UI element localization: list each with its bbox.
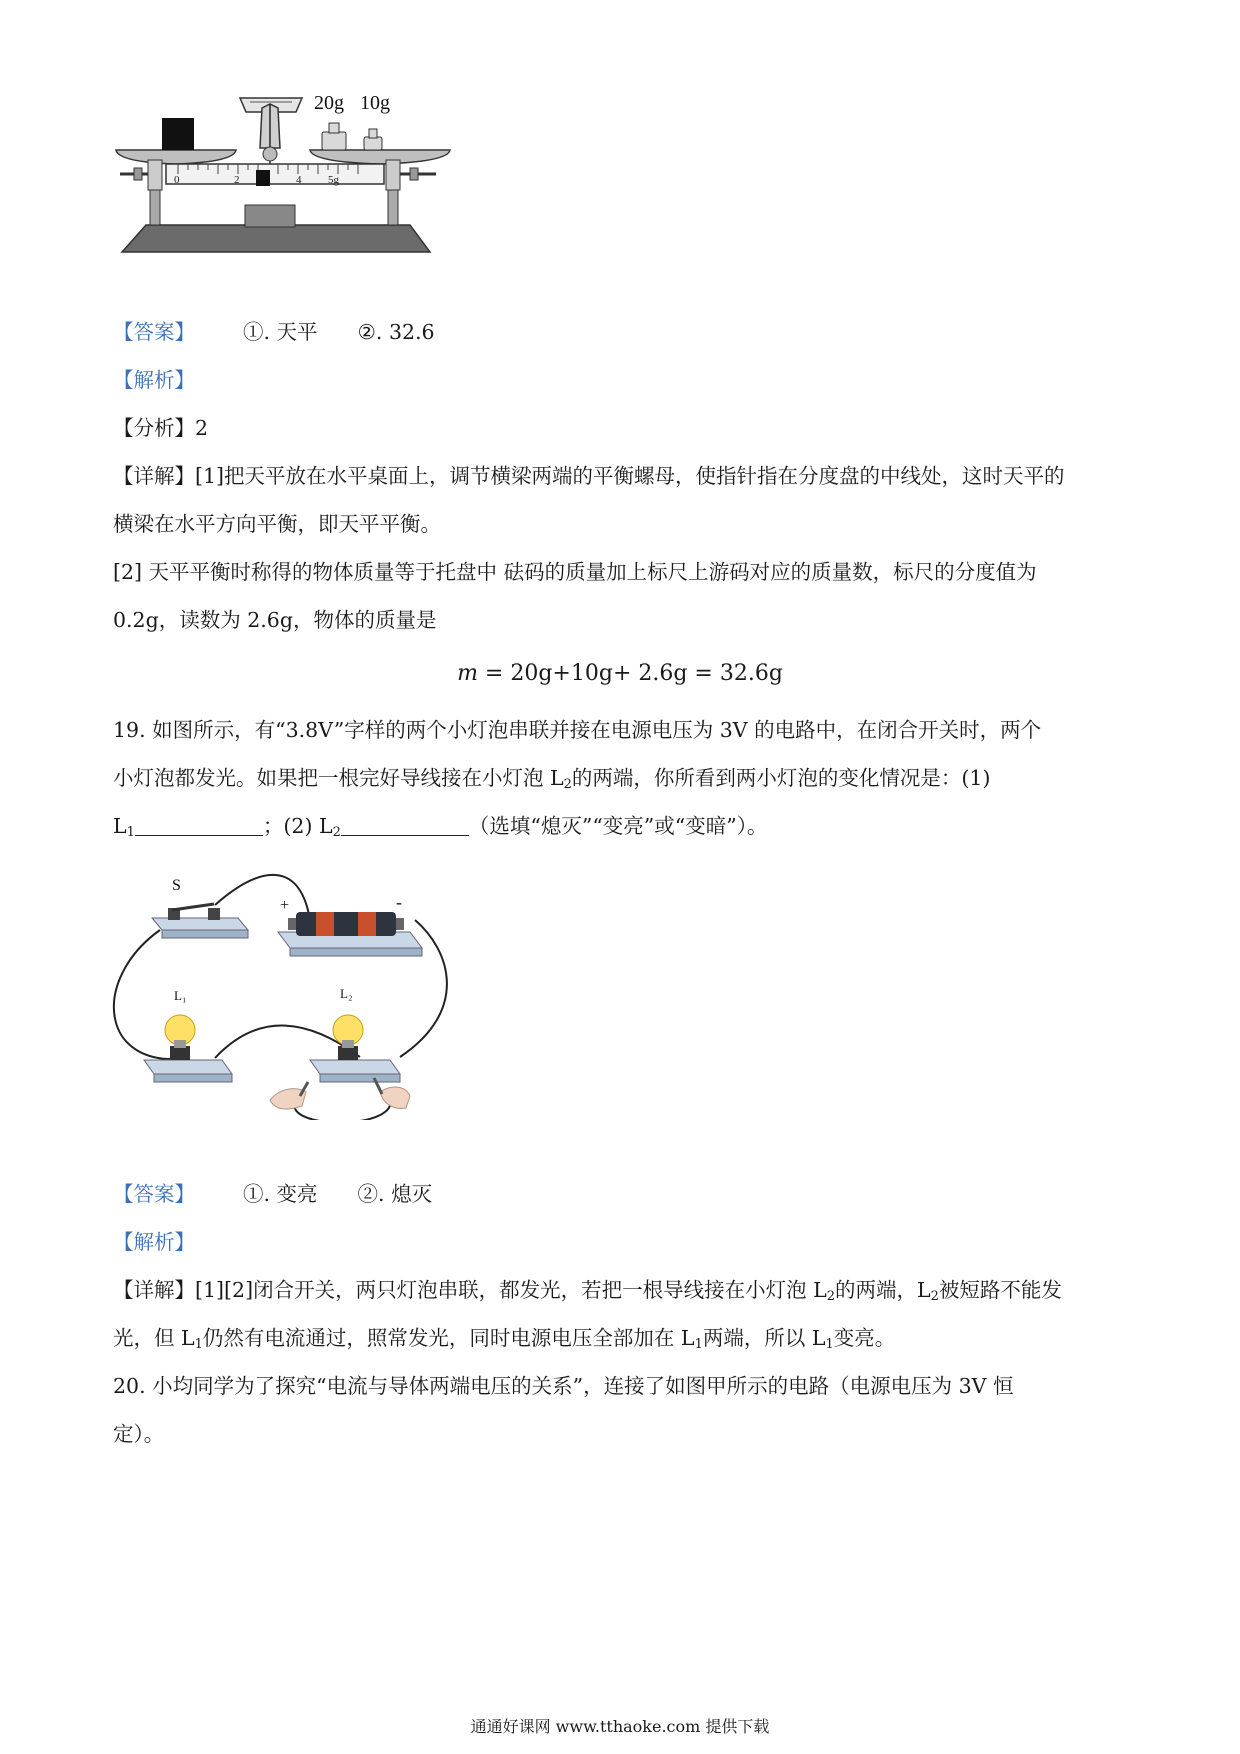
q19-x1-sub: 2: [826, 1289, 835, 1304]
scale-tick-2: 2: [234, 174, 240, 186]
balance-figure: [110, 90, 470, 260]
battery-plus: +: [280, 897, 290, 914]
xiangjie-tag: 【详解】: [113, 1278, 195, 1302]
bulb-l2-label: L₂: [340, 986, 353, 1001]
q19-line2-post: 的两端，你所看到两小灯泡的变化情况是：(1): [571, 766, 991, 790]
q19-l1-sub: 1: [126, 825, 135, 840]
q19-x2-mid: 仍然有电流通过，照常发光，同时电源电压全部加在 L: [202, 1326, 695, 1350]
q18-xiangjie-line3: [2] 天平平衡时称得的物体质量等于托盘中 砝码的质量加上标尺上游码对应的质量数，标尺的分度值为: [113, 560, 1037, 584]
answer-option: ①. 天平: [243, 320, 318, 344]
balance-base: [122, 225, 430, 252]
footer: 通通好课网 www.tthaoke.com 提供下载: [470, 1717, 770, 1736]
right-pan: [310, 150, 450, 164]
beam-scale: [166, 164, 384, 184]
q19-l2-sub: 2: [332, 825, 341, 840]
answer-tag: 【答案】: [113, 1182, 195, 1206]
mass-equation: [0, 659, 1240, 689]
left-hand: [270, 1082, 308, 1109]
fill-blank-2[interactable]: [341, 815, 469, 836]
q19-x1-mid: 的两端，L: [835, 1278, 931, 1302]
weight-label-10g: 10g: [360, 92, 390, 114]
weight-20g: [322, 123, 346, 150]
weight-label-20g: 20g: [314, 92, 344, 114]
q19-line3: [113, 812, 768, 847]
answer-option: ①. 变亮: [243, 1182, 318, 1206]
battery: [278, 912, 422, 956]
q19-line1: 19. 如图所示，有“3.8V”字样的两个小灯泡串联并接在电源电压为 3V 的电路中，在闭合开关时，两个: [113, 718, 1042, 742]
q19-line2: [113, 764, 990, 799]
xiangjie-tag: 【详解】: [113, 464, 195, 488]
scale-tick-4: 4: [296, 174, 302, 186]
q19-line3-mid: ；(2) L: [262, 814, 333, 838]
q19-x2-pre: 光，但 L: [113, 1326, 195, 1350]
q18-xiangjie-line1: [113, 462, 1065, 490]
left-pan: [116, 150, 236, 164]
q19-x1-pre: [1][2]闭合开关，两只灯泡串联，都发光，若把一根导线接在小灯泡 L: [195, 1278, 827, 1302]
analysis-tag: 【解析】: [113, 1230, 195, 1254]
xiangjie-text: [1]把天平放在水平桌面上，调节横梁两端的平衡螺母，使指针指在分度盘的中线处，这时天平的: [195, 464, 1065, 488]
q19-x2-sub: 1: [194, 1337, 203, 1352]
answer-option: ②. 熄灭: [357, 1182, 433, 1206]
q19-line2-sub: 2: [563, 777, 572, 792]
q19-l1: L: [113, 814, 127, 838]
q19-x2-sub2: 1: [694, 1337, 703, 1352]
q19-x2-sub3: 1: [825, 1337, 834, 1352]
answer-tag: 【答案】: [113, 320, 195, 344]
bulb-l2: [310, 1015, 400, 1082]
battery-minus: -: [396, 892, 402, 912]
switch-board: [152, 904, 248, 938]
q19-x2-post: 变亮。: [833, 1326, 896, 1350]
scale-tick-0: 0: [174, 174, 180, 186]
equation-var: m: [457, 661, 478, 686]
q19-answer: [113, 1180, 432, 1208]
q19-x1-post: 被短路不能发: [938, 1278, 1062, 1302]
weight-10g: [364, 129, 382, 150]
q20-line1: 20. 小均同学为了探究“电流与导体两端电压的关系”，连接了如图甲所示的电路（电源电压为 3V 恒: [113, 1374, 1014, 1398]
q19-xiangjie-line1: [113, 1276, 1062, 1311]
scale-tick-5: 5g: [328, 174, 339, 186]
q19-line3-post: （选填“熄灭”“变亮”或“变暗”）。: [468, 814, 768, 838]
test-wire: [294, 1098, 390, 1120]
q18-xiangjie-line4: 0.2g，读数为 2.6g，物体的质量是: [113, 608, 437, 632]
circuit-figure: [110, 860, 480, 1120]
q19-xiangjie-line2: [113, 1324, 895, 1359]
fill-blank-1[interactable]: [135, 815, 263, 836]
rider: [256, 170, 270, 186]
q18-xiangjie-line2: 横梁在水平方向平衡，即天平平衡。: [113, 512, 441, 536]
fenxi-line: 【分析】2: [113, 416, 209, 440]
answer-option: ②. 32.6: [357, 320, 435, 344]
equation-rest: = 20g+10g+ 2.6g = 32.6g: [477, 661, 783, 686]
bulb-l1-label: L₁: [174, 988, 187, 1003]
analysis-tag: 【解析】: [113, 368, 195, 392]
bulb-l1: [144, 1015, 232, 1082]
q18-answer: [113, 318, 435, 346]
object-block: [162, 118, 194, 150]
q19-line2-pre: 小灯泡都发光。如果把一根完好导线接在小灯泡 L: [113, 766, 564, 790]
right-hand: [374, 1078, 410, 1108]
q19-x1-sub2: 2: [930, 1289, 939, 1304]
wire: [215, 875, 310, 920]
q19-x2-mid2: 两端，所以 L: [702, 1326, 826, 1350]
q20-line2: 定）。: [113, 1422, 165, 1446]
switch-label: S: [172, 877, 181, 894]
